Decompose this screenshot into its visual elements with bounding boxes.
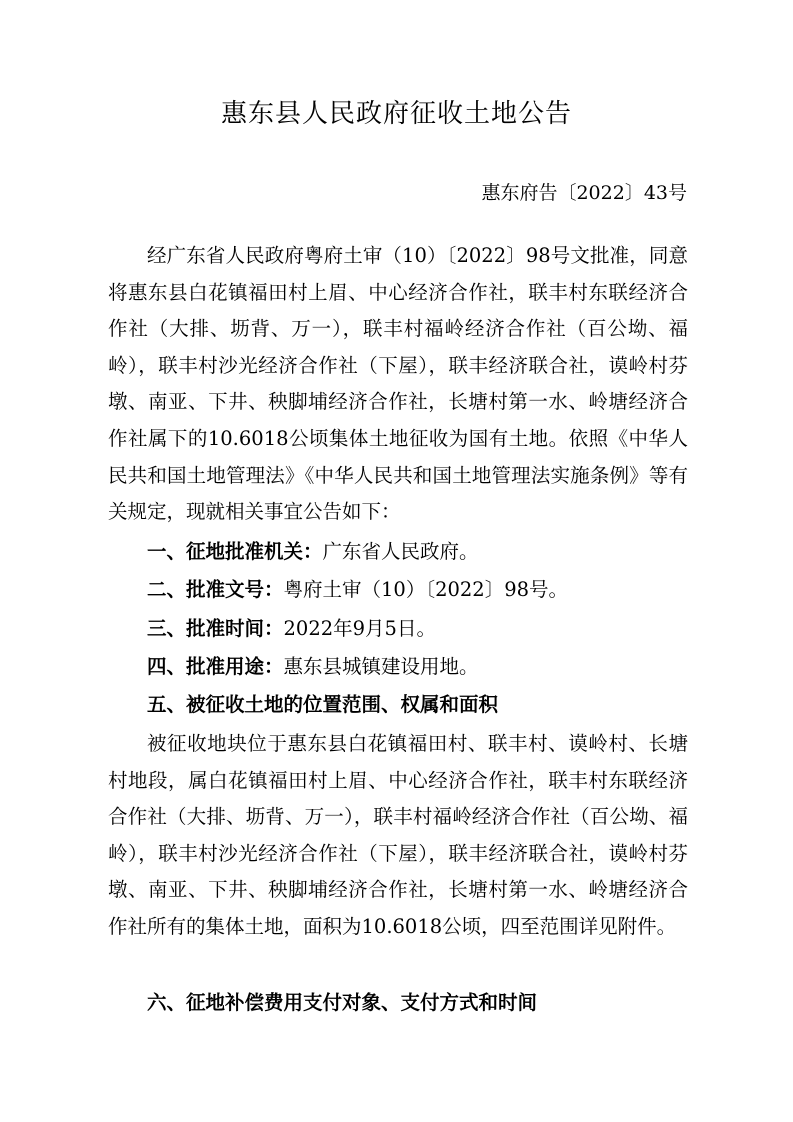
item-approval-authority bbox=[147, 537, 479, 567]
item-label: 四、批准用途： bbox=[147, 655, 284, 678]
section5-paragraph: 被征收地块位于惠东县白花镇福田村、联丰村、谟岭村、长塘村地段，属白花镇福田村上眉、中心经济合作社，联丰村东联经济合作社（大排、坜背、万一），联丰村福岭经济合作社（百公坳、福岭），联丰村沙光经济合作社（下屋），联丰经济联合社，谟岭村芬墩、南亚、下井、秧脚埔经济合作社，长塘村第一水、岭塘经济合作社所有的集体土地，面积为10.6018公顷，四至范围详见附件。 bbox=[108, 732, 688, 938]
intro-paragraph: 经广东省人民政府粤府土审（10）〔2022〕98号文批准，同意将惠东县白花镇福田村上眉、中心经济合作社，联丰村东联经济合作社（大排、坜背、万一），联丰村福岭经济合作社（百公坳、福岭），联丰村沙光经济合作社（下屋），联丰经济联合社，谟岭村芬墩、南亚、下井、秧脚埔经济合作社，长塘村第一水、岭塘经济合作社属下的10.6018公顷集体土地征收为国有土地。依照《中华人民共和国土地管理法》《中华人民共和国土地管理法实施条例》等有关规定，现就相关事宜公告如下： bbox=[108, 244, 688, 524]
item-label: 二、批准文号： bbox=[147, 578, 284, 601]
item-value: 广东省人民政府。 bbox=[322, 540, 479, 563]
item-value: 2022年9月5日。 bbox=[283, 617, 436, 640]
item-label: 一、征地批准机关： bbox=[147, 540, 323, 563]
item-label: 三、批准时间： bbox=[147, 617, 284, 640]
item-approval-purpose bbox=[147, 652, 479, 682]
item-approval-date bbox=[147, 614, 436, 644]
document-number: 惠东府告〔2022〕43号 bbox=[481, 182, 687, 204]
item-approval-number bbox=[147, 575, 568, 605]
item-value: 粤府土审（10）〔2022〕98号。 bbox=[283, 578, 569, 601]
item-value: 惠东县城镇建设用地。 bbox=[283, 655, 479, 678]
section6-heading: 六、征地补偿费用支付对象、支付方式和时间 bbox=[147, 991, 538, 1014]
document-title: 惠东县人民政府征收土地公告 bbox=[220, 99, 572, 129]
section5-heading: 五、被征收土地的位置范围、权属和面积 bbox=[147, 693, 499, 716]
